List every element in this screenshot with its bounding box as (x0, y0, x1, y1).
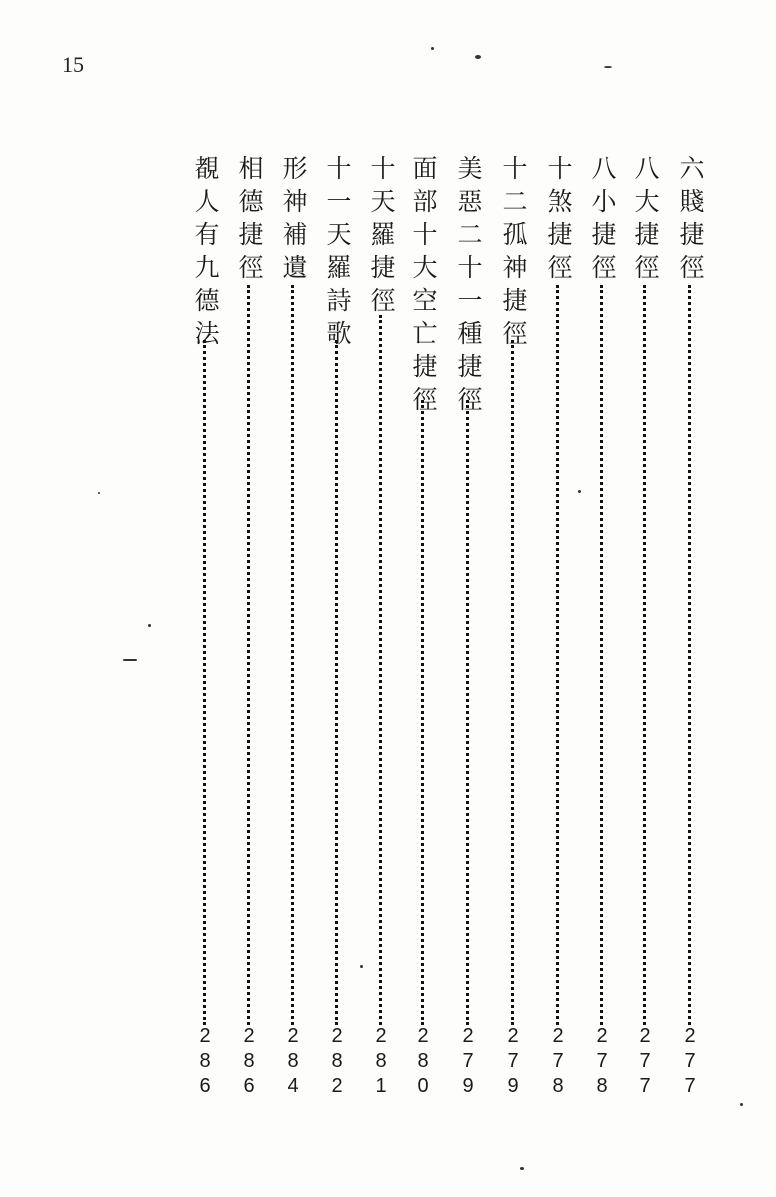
scan-speck (520, 1167, 524, 1170)
dot-leader (203, 340, 206, 1025)
scan-speck (360, 965, 363, 968)
toc-entry-title: 十天羅捷徑 (367, 155, 396, 320)
toc-entry-page: 280 (412, 1025, 434, 1100)
toc-entry-title: 八小捷徑 (588, 155, 617, 287)
toc-entry-title: 十煞捷徑 (544, 155, 573, 287)
toc-entry-title: 面部十大空亡捷徑 (409, 155, 438, 419)
dot-leader (688, 285, 691, 1025)
toc-entry-title: 形神補遺 (279, 155, 308, 287)
scan-speck (123, 659, 137, 661)
page-number: 15 (62, 52, 84, 77)
toc-entry-title: 覩人有九德法 (191, 155, 220, 353)
scan-speck (98, 492, 100, 494)
toc-entry-title: 八大捷徑 (631, 155, 660, 287)
toc-entry-page: 277 (679, 1025, 701, 1100)
scan-speck (148, 624, 151, 627)
dot-leader (600, 285, 603, 1025)
dot-leader (421, 400, 424, 1025)
toc-entry-page: 278 (547, 1025, 569, 1100)
dot-leader (511, 340, 514, 1025)
scan-speck (578, 490, 581, 493)
toc-entry-page: 278 (591, 1025, 613, 1100)
toc-entry-page: 277 (634, 1025, 656, 1100)
dot-leader (466, 400, 469, 1025)
toc-entry-page: 279 (502, 1025, 524, 1100)
dot-leader (556, 285, 559, 1025)
toc-entry-title: 六賤捷徑 (676, 155, 705, 287)
scan-speck (604, 66, 612, 68)
dot-leader (643, 285, 646, 1025)
toc-entry-page: 286 (194, 1025, 216, 1100)
toc-entry-title: 十二孤神捷徑 (499, 155, 528, 353)
toc-entry-page: 279 (457, 1025, 479, 1100)
dot-leader (291, 285, 294, 1025)
toc-entry-page: 284 (282, 1025, 304, 1100)
scan-speck (431, 47, 434, 50)
scan-speck (475, 55, 481, 59)
scan-speck (740, 1103, 743, 1106)
dot-leader (335, 340, 338, 1025)
dot-leader (247, 285, 250, 1025)
toc-entry-title: 十一天羅詩歌 (323, 155, 352, 353)
toc-entry-title: 美惡二十一種捷徑 (454, 155, 483, 419)
toc-entry-page: 282 (326, 1025, 348, 1100)
toc-entry-page: 281 (370, 1025, 392, 1100)
dot-leader (379, 315, 382, 1025)
toc-entry-page: 286 (238, 1025, 260, 1100)
toc-entry-title: 相德捷徑 (235, 155, 264, 287)
